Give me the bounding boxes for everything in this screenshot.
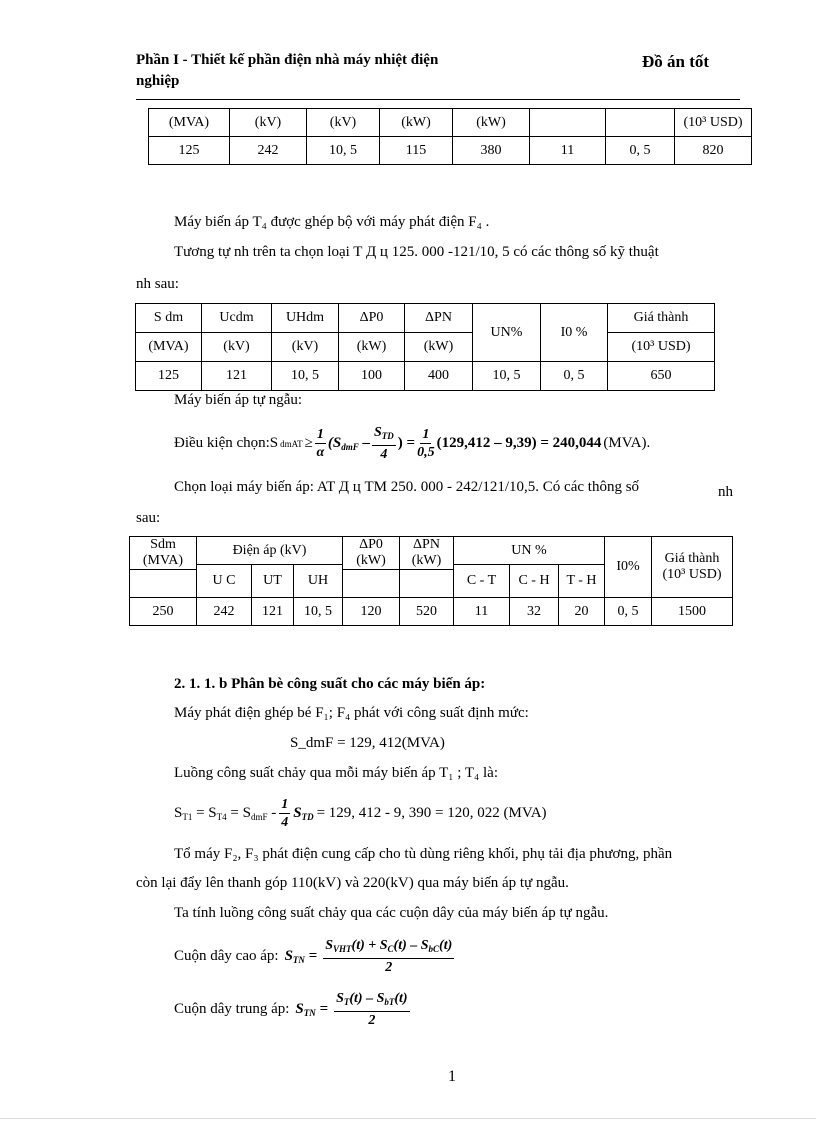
- table-cell: 121: [202, 362, 272, 391]
- table-cell: [530, 109, 606, 137]
- table-cell: 0, 5: [606, 137, 675, 165]
- formula-sub: dmAT: [280, 438, 303, 449]
- fraction-medium: $\frac{S_T(t) - S_{bT}(t)}{2}$: [336, 991, 408, 1028]
- table-cell: T - H: [559, 565, 605, 598]
- table-cell: 32: [510, 598, 559, 626]
- table-cell: 250: [130, 598, 197, 626]
- fraction-1-4: $\frac{1}{4}$: [281, 797, 289, 830]
- formula-label: Cuộn dây trung áp:: [174, 1001, 290, 1017]
- table-cell: 650: [608, 362, 715, 391]
- transformer-table-2: [135, 303, 715, 391]
- formula-sdmf: S_dmF = 129, 412(MVA): [290, 735, 445, 751]
- table-cell: Ucdm: [202, 304, 272, 333]
- table-cell: 10, 5: [307, 137, 380, 165]
- paragraph: Luồng công suất chảy qua mỗi máy biến áp T₁ ; T₄ là:: [174, 765, 499, 781]
- formula-selection-condition: Điều kiện chọn:S dmAT ≥ $\frac{1}{\alpha}$ ($S_{dmF}$ – $\frac{S_{TD}}{4}$ ) = $\frac{1}{0,5}$ (129,412 – 9,39) = 240,044 (MVA).: [174, 425, 651, 462]
- table-cell: (kW): [405, 333, 473, 362]
- table-cell: 242: [197, 598, 252, 626]
- table-cell: 10, 5: [272, 362, 339, 391]
- table-cell: (MVA): [149, 109, 230, 137]
- formula-medium-voltage-winding: Cuộn dây trung áp: $S_{TN}$ = $\frac{S_T(t) - S_{bT}(t)}{2}$: [174, 991, 408, 1028]
- table-cell: [400, 570, 454, 598]
- table-row: [130, 537, 733, 565]
- table-cell: 11: [530, 137, 606, 165]
- formula-st1: $S_{T1} = S_{T4} = S_{dmF}$ - $\frac{1}{4}$ $S_{TD}$ = 129, 412 - 9, 390 = 120, 022 (MVA): [174, 797, 547, 830]
- header-title: Phần I - Thiết kế phần điện nhà máy nhiệt điện: [136, 52, 439, 68]
- paragraph: sau:: [136, 510, 161, 526]
- fraction-1-alpha: $\frac{1}{\alpha}$: [316, 427, 325, 460]
- formula-label: Cuộn dây cao áp:: [174, 948, 279, 964]
- formula-result: = 129, 412 - 9, 390 = 120, 022 (MVA): [316, 805, 547, 821]
- table-cell: UT: [252, 565, 294, 598]
- paragraph: còn lại đẩy lên thanh góp 110(kV) và 220(kV) qua máy biến áp tự ngẫu.: [136, 875, 569, 891]
- paragraph: Máy phát điện ghép bé F₁; F₄ phát với công suất định mức:: [174, 705, 529, 721]
- table-cell: Giá thành (10³ USD): [652, 537, 733, 598]
- table-cell: I0%: [605, 537, 652, 598]
- table-cell: 125: [136, 362, 202, 391]
- table-cell: UHdm: [272, 304, 339, 333]
- table-cell: Giá thành: [608, 304, 715, 333]
- paragraph: nh sau:: [136, 276, 179, 292]
- formula-label: Điều kiện chọn:S: [174, 435, 279, 451]
- table-cell: 0, 5: [541, 362, 608, 391]
- table-cell: (10³ USD): [608, 333, 715, 362]
- table-cell: (kV): [230, 109, 307, 137]
- header-right: Đồ án tốt: [642, 52, 710, 71]
- table-cell: ΔPN: [405, 304, 473, 333]
- table-cell: 10, 5: [294, 598, 343, 626]
- header-title-cont: nghiệp: [136, 73, 180, 89]
- table-row: [149, 109, 752, 137]
- table-cell: [130, 570, 197, 598]
- table-cell: Sdm (MVA): [130, 537, 197, 570]
- table-row: [130, 598, 733, 626]
- table-cell: 820: [675, 137, 752, 165]
- table-row: [136, 362, 715, 391]
- table-cell: S dm: [136, 304, 202, 333]
- table-cell: (kV): [272, 333, 339, 362]
- table-cell: 400: [405, 362, 473, 391]
- paragraph: Máy biến áp T₄ được ghép bộ với máy phát điện F₄ .: [174, 214, 490, 230]
- table-cell: (MVA): [136, 333, 202, 362]
- table-cell: Điện áp (kV): [197, 537, 343, 565]
- table-cell: [343, 570, 400, 598]
- table-cell: ΔP0: [339, 304, 405, 333]
- paragraph: Chọn loại máy biến áp: AT Д ц TM 250. 000 - 242/121/10,5. Có các thông số: [174, 479, 640, 495]
- table-cell: UN %: [454, 537, 605, 565]
- paragraph: Ta tính luồng công suất chảy qua các cuộn dây của máy biến áp tự ngẫu.: [174, 905, 609, 921]
- transformer-table-1: [148, 108, 752, 165]
- table-cell: (kV): [202, 333, 272, 362]
- page-number: 1: [448, 1068, 456, 1085]
- table-cell: (kV): [307, 109, 380, 137]
- formula-high-voltage-winding: Cuộn dây cao áp: $S_{TN}$ = $\frac{S_{VHT}(t) + S_C(t) - S_{bC}(t)}{2}$: [174, 938, 453, 975]
- table-cell: I0 %: [541, 304, 608, 362]
- table-cell: 20: [559, 598, 605, 626]
- footer-rule: [0, 1118, 816, 1119]
- table-row: [149, 137, 752, 165]
- formula-unit: (MVA).: [603, 435, 651, 451]
- table-cell: ΔPN (kW): [400, 537, 454, 570]
- table-cell: UN%: [473, 304, 541, 362]
- table-cell: 0, 5: [605, 598, 652, 626]
- header-rule: [136, 99, 740, 100]
- section-heading: 2. 1. 1. b Phân bè công suất cho các máy biến áp:: [174, 676, 486, 692]
- table-cell: C - H: [510, 565, 559, 598]
- table-cell: U C: [197, 565, 252, 598]
- table-cell: (kW): [339, 333, 405, 362]
- table-cell: 242: [230, 137, 307, 165]
- table-cell: 380: [453, 137, 530, 165]
- table-cell: 125: [149, 137, 230, 165]
- table-cell: (10³ USD): [675, 109, 752, 137]
- table-cell: ΔP0 (kW): [343, 537, 400, 570]
- table-cell: 520: [400, 598, 454, 626]
- table-cell: C - T: [454, 565, 510, 598]
- table-cell: 1500: [652, 598, 733, 626]
- table-cell: 120: [343, 598, 400, 626]
- fraction-1-05: $\frac{1}{0,5}$: [417, 427, 435, 460]
- table-cell: UH: [294, 565, 343, 598]
- paragraph: Máy biến áp tự ngẫu:: [174, 392, 303, 408]
- table-cell: 100: [339, 362, 405, 391]
- autotransformer-table: [129, 536, 733, 626]
- paragraph-fragment: nh: [718, 484, 733, 500]
- table-cell: 121: [252, 598, 294, 626]
- table-cell: [606, 109, 675, 137]
- paragraph: Tổ máy F₂, F₃ phát điện cung cấp cho tù dùng riêng khối, phụ tải địa phương, phần: [174, 846, 673, 862]
- fraction-high: $\frac{S_{VHT}(t) + S_C(t) - S_{bC}(t)}{2}$: [325, 938, 453, 975]
- fraction-std-4: $\frac{S_{TD}}{4}$: [374, 425, 394, 462]
- table-cell: (kW): [453, 109, 530, 137]
- paragraph: Tương tự nh trên ta chọn loại T Д ц 125. 000 -121/10, 5 có các thông số kỹ thuật: [174, 244, 659, 260]
- table-row: [136, 304, 715, 333]
- formula-result: (129,412 – 9,39) = 240,044: [436, 435, 602, 451]
- table-cell: (kW): [380, 109, 453, 137]
- table-cell: 10, 5: [473, 362, 541, 391]
- table-cell: 115: [380, 137, 453, 165]
- table-row: [136, 333, 715, 362]
- table-cell: 11: [454, 598, 510, 626]
